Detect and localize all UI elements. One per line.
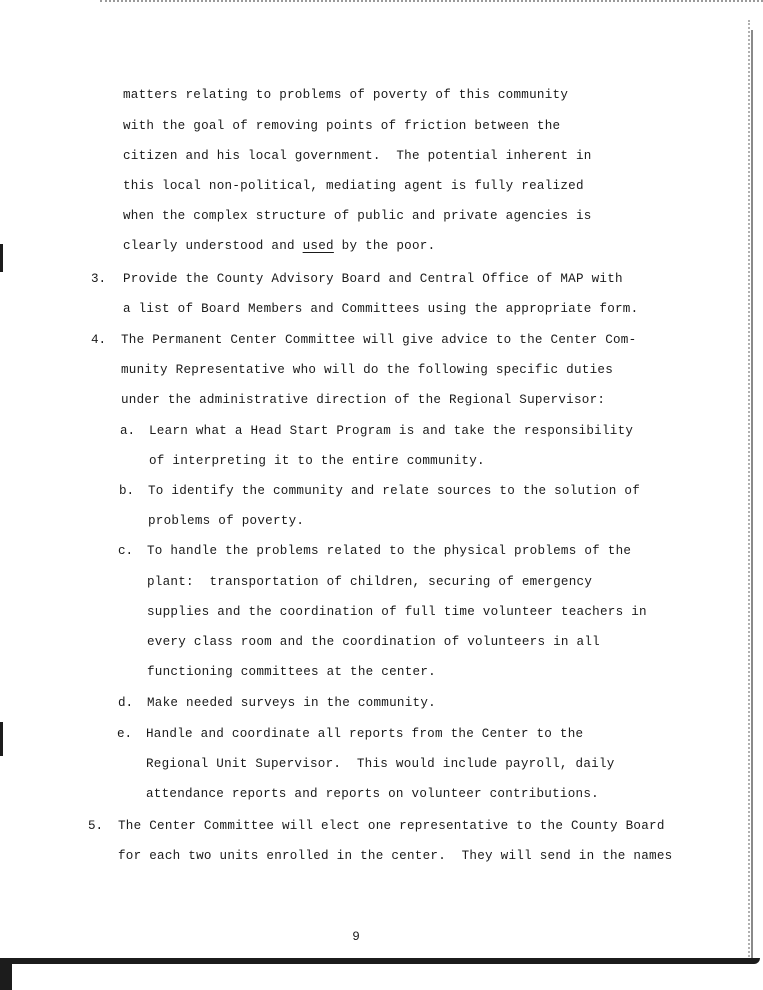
body-line: citizen and his local government. The potential inherent in: [123, 149, 592, 163]
sub-letter: c.: [118, 544, 134, 558]
body-line: Regional Unit Supervisor. This would include payroll, daily: [146, 757, 615, 771]
body-line: for each two units enrolled in the center. They will send in the names: [118, 849, 673, 863]
body-line: The Permanent Center Committee will give advice to the Center Com-: [121, 333, 637, 347]
text-run: clearly understood and: [123, 239, 303, 253]
body-line: munity Representative who will do the following specific duties: [121, 363, 613, 377]
body-line: this local non-political, mediating agent is fully realized: [123, 179, 584, 193]
body-line: when the complex structure of public and private agencies is: [123, 209, 592, 223]
body-line: supplies and the coordination of full time volunteer teachers in: [147, 605, 647, 619]
underlined-word: used: [302, 239, 334, 253]
body-line: of interpreting it to the entire community.: [149, 454, 485, 468]
body-line: with the goal of removing points of friction between the: [123, 119, 561, 133]
body-line: To handle the problems related to the physical problems of the: [147, 544, 632, 558]
scan-bottom-corner: [0, 958, 12, 990]
page-number: 9: [352, 930, 360, 944]
body-line: problems of poverty.: [148, 514, 305, 528]
body-line: under the administrative direction of the Regional Supervisor:: [121, 393, 606, 407]
sub-letter: b.: [119, 484, 135, 498]
scan-right-edge-dotted: [748, 20, 750, 960]
body-line: every class room and the coordination of volunteers in all: [147, 635, 600, 649]
scan-top-edge: [100, 0, 763, 5]
list-number: 4.: [91, 333, 107, 347]
body-line: Make needed surveys in the community.: [147, 696, 436, 710]
body-line: [123, 238, 435, 254]
body-line: Provide the County Advisory Board and Central Office of MAP with: [123, 272, 623, 286]
body-line: Handle and coordinate all reports from the Center to the: [146, 727, 584, 741]
body-line: functioning committees at the center.: [147, 665, 436, 679]
body-line: attendance reports and reports on volunteer contributions.: [146, 787, 599, 801]
sub-letter: d.: [118, 696, 134, 710]
scan-left-mark: [0, 244, 3, 272]
sub-letter: a.: [120, 424, 136, 438]
scan-right-edge: [751, 30, 753, 960]
body-line: a list of Board Members and Committees using the appropriate form.: [123, 302, 639, 316]
list-number: 5.: [88, 819, 104, 833]
body-line: plant: transportation of children, securing of emergency: [147, 575, 593, 589]
body-line: matters relating to problems of poverty of this community: [123, 88, 569, 102]
sub-letter: e.: [117, 727, 133, 741]
text-run: by the poor.: [333, 239, 436, 253]
body-line: The Center Committee will elect one representative to the County Board: [118, 819, 665, 833]
list-number: 3.: [91, 272, 107, 286]
scan-left-mark: [0, 722, 3, 756]
body-line: To identify the community and relate sources to the solution of: [148, 484, 640, 498]
body-line: Learn what a Head Start Program is and take the responsibility: [149, 424, 634, 438]
scan-bottom-edge: [0, 958, 760, 964]
